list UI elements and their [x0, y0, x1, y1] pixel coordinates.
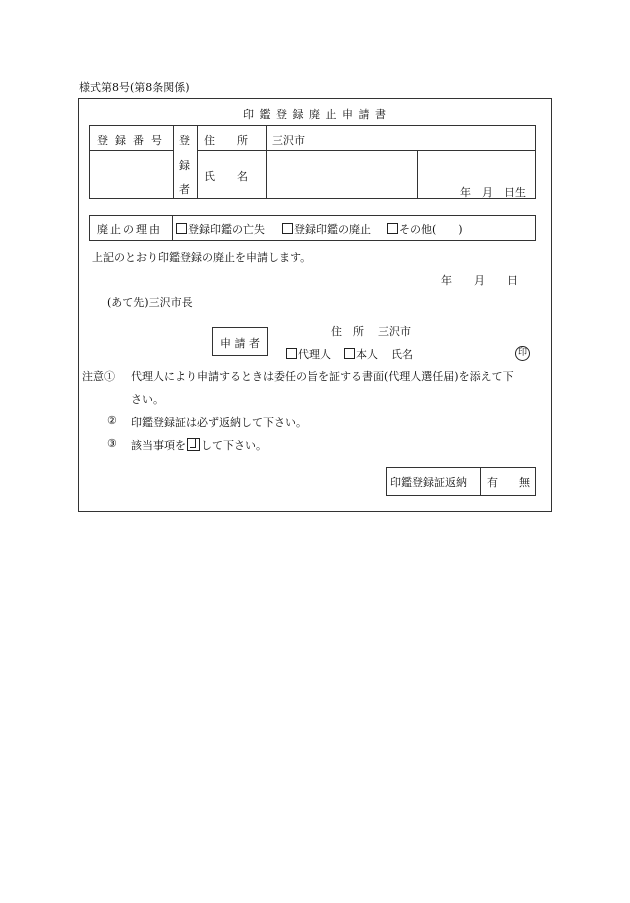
return-no[interactable]: 無 — [519, 476, 530, 489]
address-label: 住 所 — [204, 134, 248, 147]
note-2: 印鑑登録証は必ず返納して下さい。 — [131, 416, 307, 429]
registrant-label-1: 登 — [179, 134, 190, 147]
address-value[interactable]: 三沢市 — [272, 134, 305, 147]
applicant-label: 申 請 者 — [220, 337, 260, 350]
reg-number-value[interactable] — [89, 152, 173, 198]
date-line: 年 月 日 — [441, 274, 518, 287]
birthdate-label: 年 月 日生 — [460, 186, 526, 199]
note-3: 該当事項を して下さい。 — [131, 439, 267, 452]
return-yes[interactable]: 有 — [487, 476, 498, 489]
form-number: 様式第8号(第8条関係) — [79, 81, 190, 94]
reason-option-abolish[interactable]: 登録印鑑の廃止 — [282, 221, 371, 237]
checkbox-icon[interactable] — [387, 223, 398, 234]
seal-icon: 印 — [515, 346, 530, 361]
registrant-label-2: 録 — [179, 159, 190, 172]
notes-heading: 注意① — [82, 370, 115, 383]
name-value[interactable] — [268, 152, 416, 198]
applicant-address-label: 住 所 — [331, 325, 364, 338]
checkbox-icon[interactable] — [282, 223, 293, 234]
reason-option-other[interactable]: その他( ) — [387, 221, 463, 237]
note-1-line-1: 代理人により申請するときは委任の旨を証する書面(代理人選任届)を添えて下 — [131, 370, 514, 383]
form-title: 印 鑑 登 録 廃 止 申 請 書 — [243, 108, 387, 121]
name-label: 氏 名 — [204, 170, 248, 183]
note-2-number: ② — [107, 414, 117, 427]
reason-label: 廃止の理由 — [97, 223, 162, 236]
note-3-number: ③ — [107, 437, 117, 450]
applicant-name-label: 氏名 — [391, 348, 413, 361]
applicant-self-option[interactable]: 本人 — [344, 346, 378, 362]
return-label: 印鑑登録証返納 — [390, 476, 467, 489]
reason-option-lost[interactable]: 登録印鑑の亡失 — [176, 221, 265, 237]
checkbox-icon[interactable] — [176, 223, 187, 234]
reg-number-label: 登録番号 — [97, 134, 169, 147]
statement: 上記のとおり印鑑登録の廃止を申請します。 — [92, 251, 312, 264]
applicant-proxy-option[interactable]: 代理人 — [286, 346, 331, 362]
checkbox-icon[interactable] — [286, 348, 297, 359]
note-1-line-2: さい。 — [131, 393, 164, 406]
checkbox-icon[interactable] — [344, 348, 355, 359]
registrant-label-3: 者 — [179, 183, 190, 196]
checkmark-icon — [187, 438, 200, 451]
addressee: (あて先)三沢市長 — [107, 296, 193, 309]
applicant-address-value[interactable]: 三沢市 — [378, 325, 411, 338]
